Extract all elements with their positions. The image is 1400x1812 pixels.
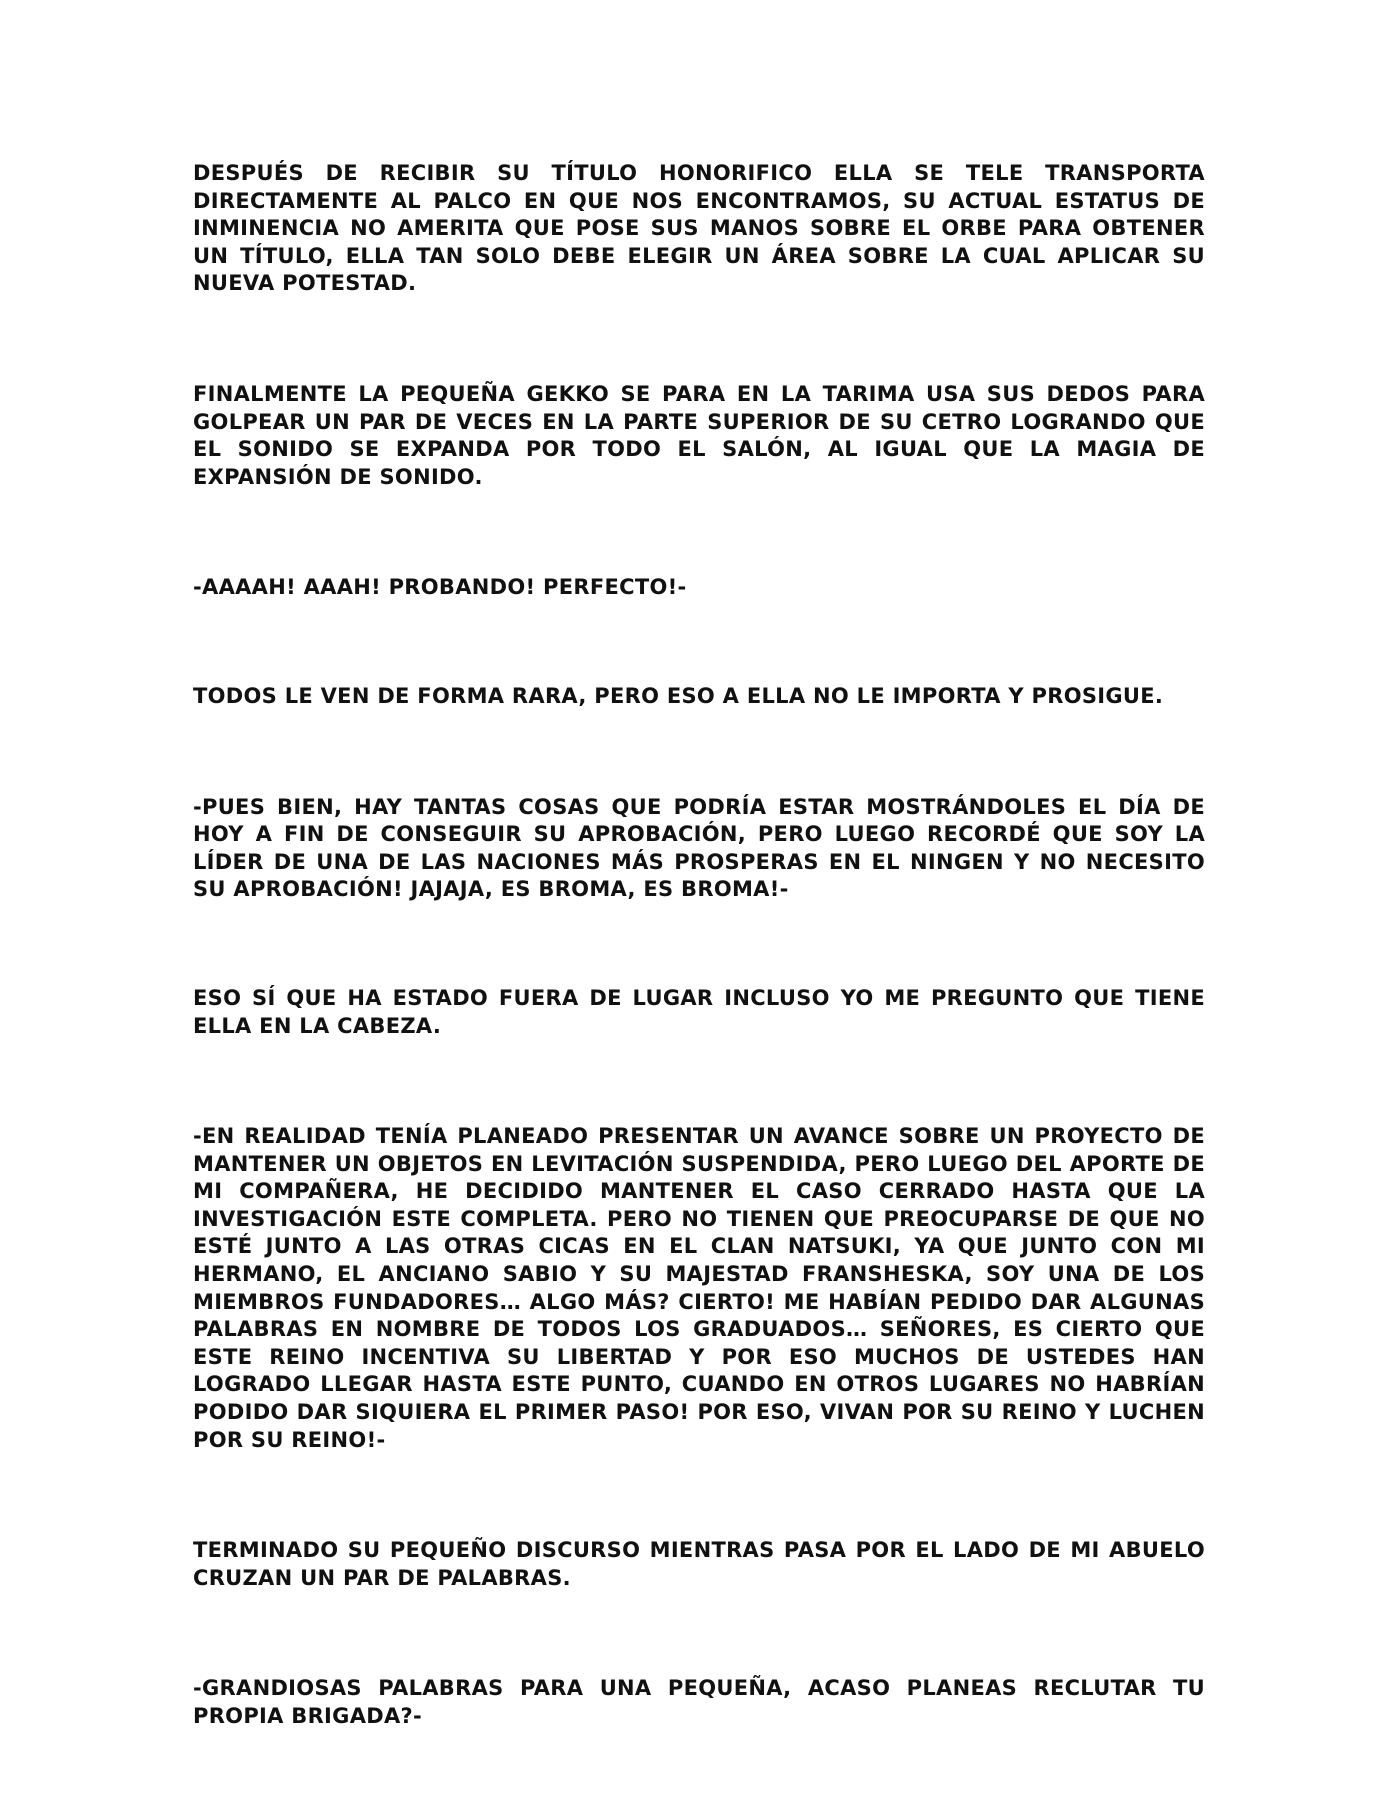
paragraph-6: ESO SÍ QUE HA ESTADO FUERA DE LUGAR INCLUSO YO ME PREGUNTO QUE TIENE ELLA EN LA CABEZA. bbox=[193, 985, 1205, 1038]
paragraph-1: DESPUÉS DE RECIBIR SU TÍTULO HONORIFICO ELLA SE TELE TRANSPORTA DIRECTAMENTE AL PALCO EN QUE NOS ENCONTRAMOS, SU ACTUAL ESTATUS DE INMINENCIA NO AMERITA QUE POSE SUS MANOS SOBRE EL ORBE PARA OBTENER UN TÍTULO, ELLA TAN SOLO DEBE ELEGIR UN ÁREA SOBRE LA CUAL APLICAR SU NUEVA POTESTAD. bbox=[193, 161, 1205, 296]
paragraph-4: TODOS LE VEN DE FORMA RARA, PERO ESO A ELLA NO LE IMPORTA Y PROSIGUE. bbox=[193, 683, 1164, 708]
paragraph-8: TERMINADO SU PEQUEÑO DISCURSO MIENTRAS PASA POR EL LADO DE MI ABUELO CRUZAN UN PAR DE PALABRAS. bbox=[193, 1538, 1205, 1590]
paragraph-7: -EN REALIDAD TENÍA PLANEADO PRESENTAR UN AVANCE SOBRE UN PROYECTO DE MANTENER UN OBJETOS EN LEVITACIÓN SUSPENDIDA, PERO LUEGO DEL APORTE DE MI COMPAÑERA, HE DECIDIDO MANTENER EL CASO CERRADO HASTA QUE LA INVESTIGACIÓN ESTE COMPLETA. PERO NO TIENEN QUE PREOCUPARSE DE QUE NO ESTÉ JUNTO A LAS OTRAS CICAS EN EL CLAN NATSUKI, YA QUE JUNTO CON MI HERMANO, EL ANCIANO SABIO Y SU MAJESTAD FRANSHESKA, SOY UNA DE LOS MIEMBROS FUNDADORES… ALGO MÁS? CIERTO! ME HABÍAN PEDIDO DAR ALGUNAS PALABRAS EN NOMBRE DE TODOS LOS GRADUADOS… SEÑORES, ES CIERTO QUE ESTE REINO INCENTIVA SU LIBERTAD Y POR ESO MUCHOS DE USTEDES HAN LOGRADO LLEGAR HASTA ESTE PUNTO, CUANDO EN OTROS LUGARES NO HABRÍAN PODIDO DAR SIQUIERA EL PRIMER PASO! POR ESO, VIVAN POR SU REINO Y LUCHEN POR SU REINO!- bbox=[193, 1124, 1205, 1452]
paragraph-5: -PUES BIEN, HAY TANTAS COSAS QUE PODRÍA ESTAR MOSTRÁNDOLES EL DÍA DE HOY A FIN DE CONSEGUIR SU APROBACIÓN, PERO LUEGO RECORDÉ QUE SOY LA LÍDER DE UNA DE LAS NACIONES MÁS PROSPERAS EN EL NINGEN Y NO NECESITO SU APROBACIÓN! JAJAJA, ES BROMA, ES BROMA!- bbox=[193, 794, 1205, 902]
body-text bbox=[193, 160, 1205, 1731]
paragraph-3: -AAAAH! AAAH! PROBANDO! PERFECTO!- bbox=[193, 575, 687, 600]
paragraph-9: -GRANDIOSAS PALABRAS PARA UNA PEQUEÑA, ACASO PLANEAS RECLUTAR TU PROPIA BRIGADA?- bbox=[193, 1676, 1205, 1728]
paragraph-2: FINALMENTE LA PEQUEÑA GEKKO SE PARA EN LA TARIMA USA SUS DEDOS PARA GOLPEAR UN PAR DE VECES EN LA PARTE SUPERIOR DE SU CETRO LOGRANDO QUE EL SONIDO SE EXPANDA POR TODO EL SALÓN, AL IGUAL QUE LA MAGIA DE EXPANSIÓN DE SONIDO. bbox=[193, 381, 1205, 489]
